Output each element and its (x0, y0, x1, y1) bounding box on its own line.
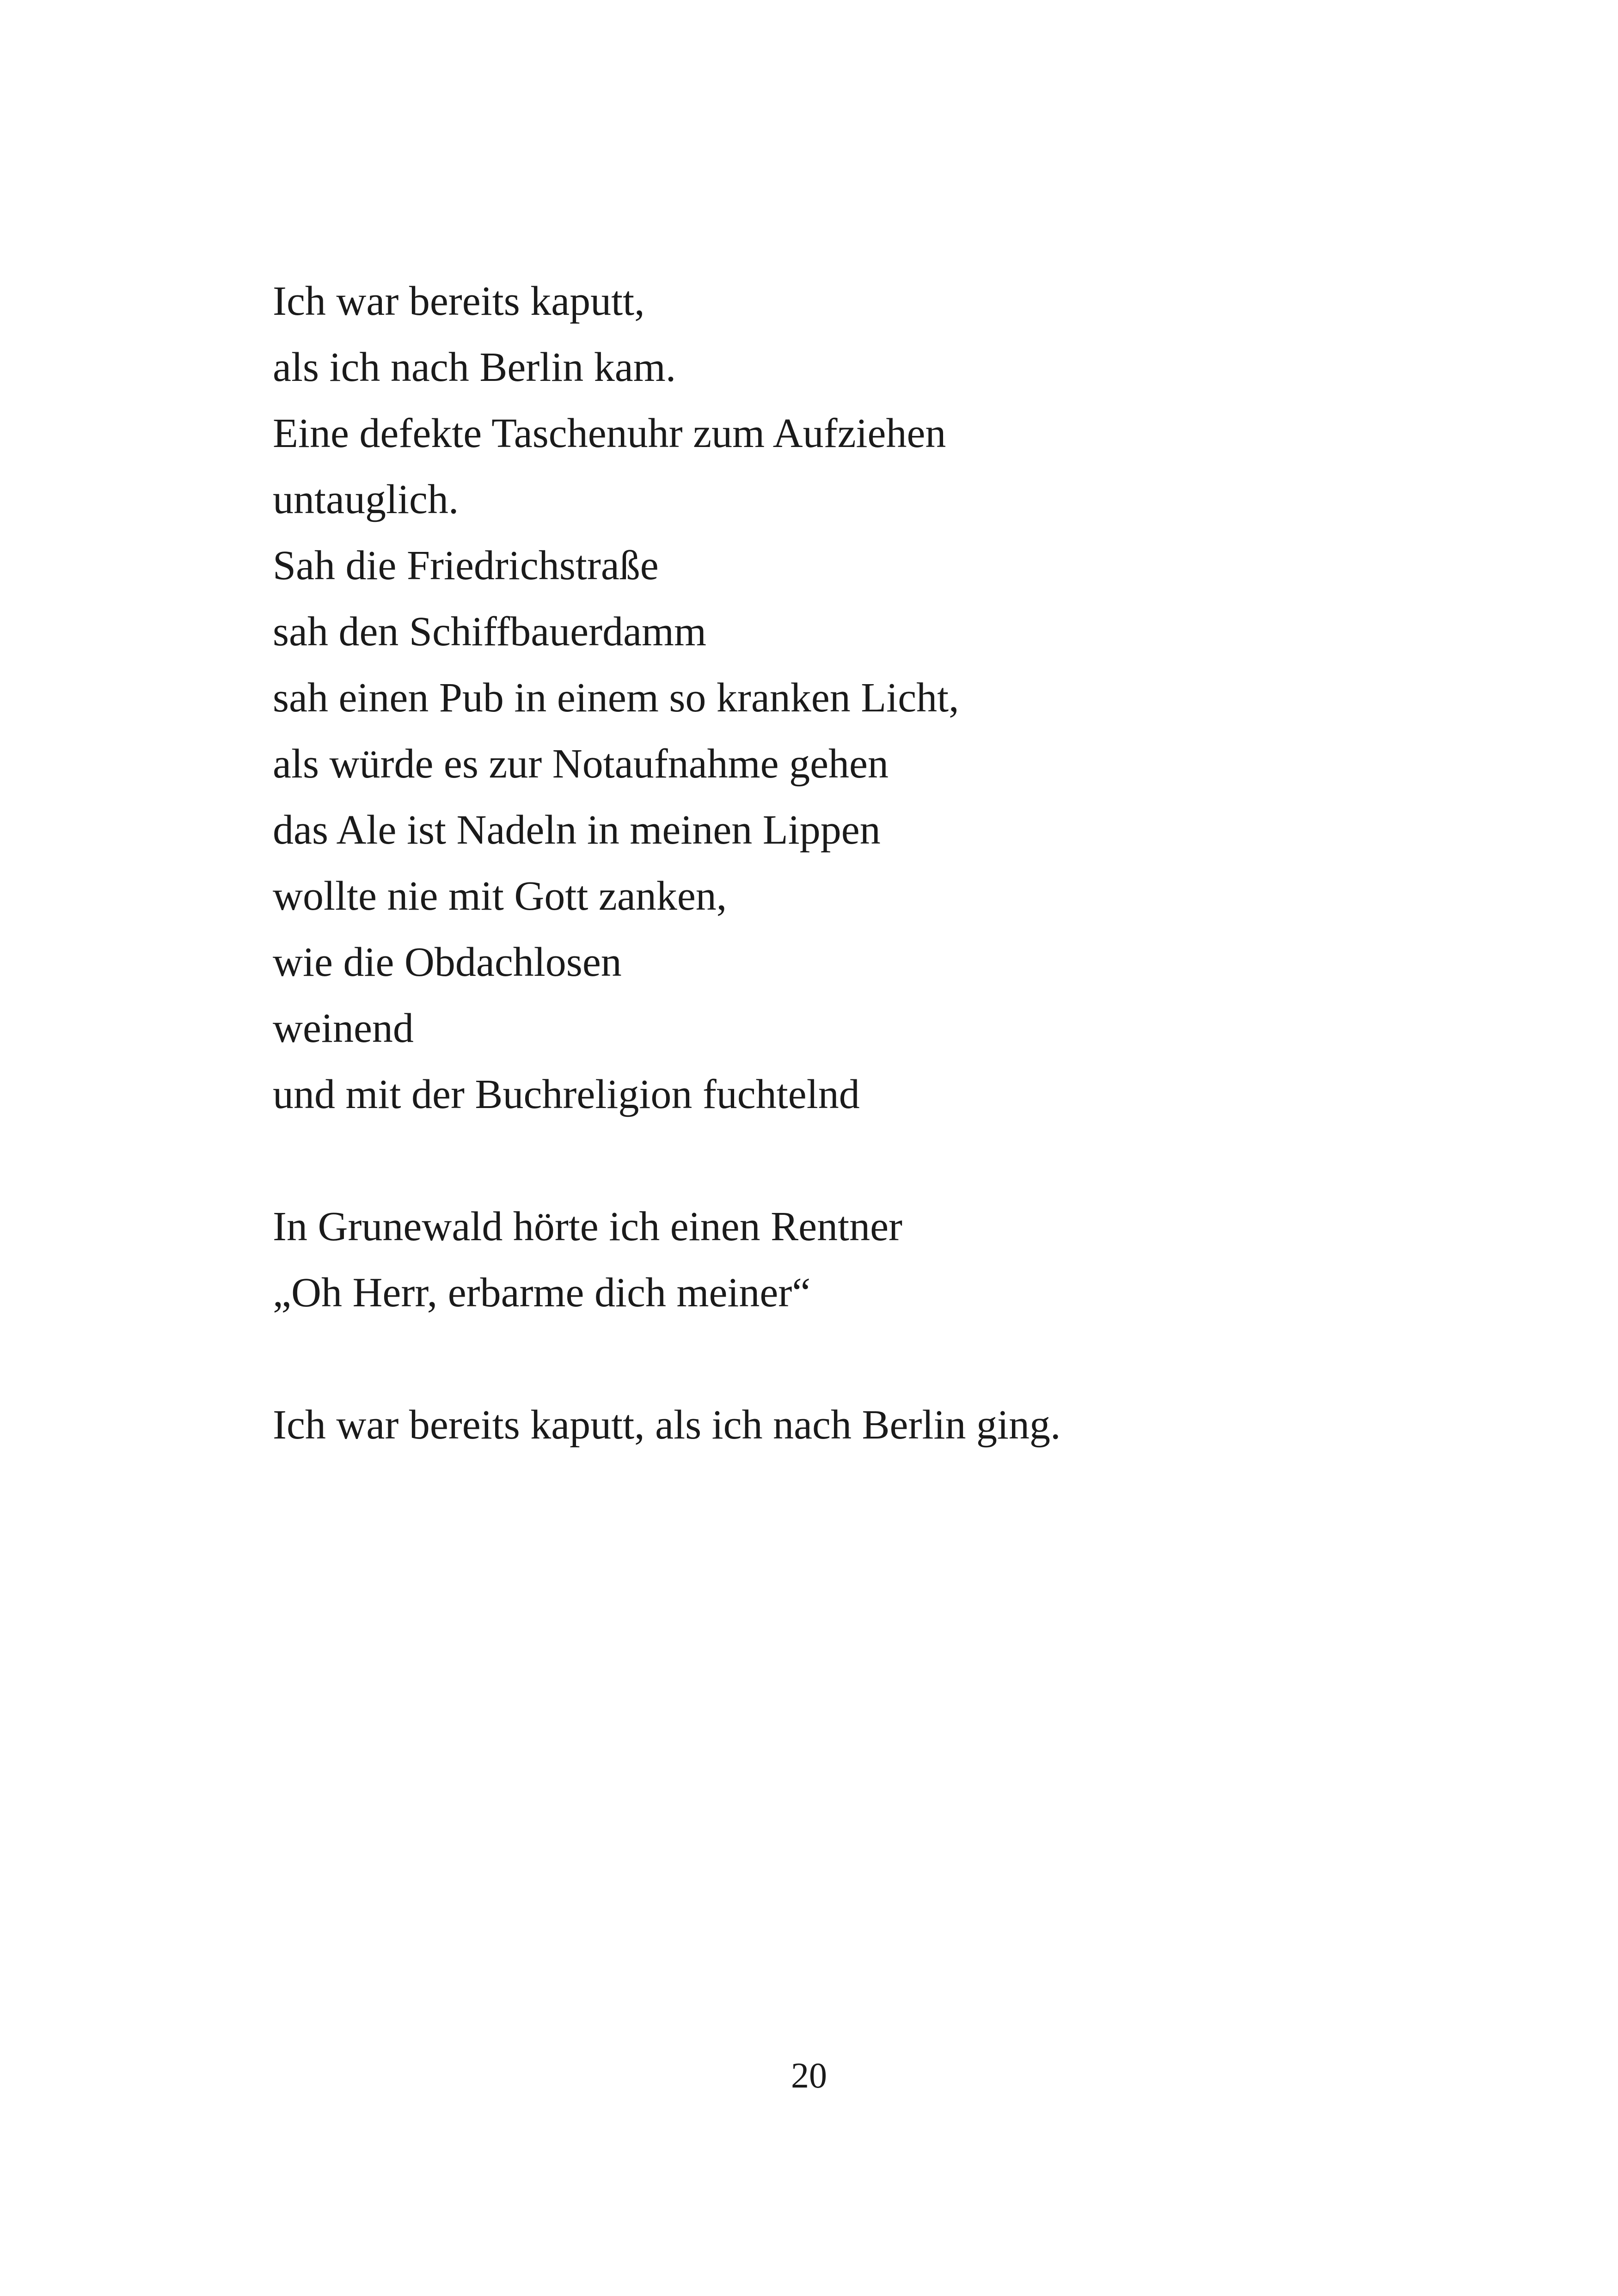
poem-line: wie die Obdachlosen (273, 939, 622, 985)
stanza-3 (273, 1392, 1521, 1458)
poem-line: Sah die Friedrichstraße (273, 543, 659, 588)
stanza-1 (273, 268, 1521, 1127)
poem-line: Eine defekte Taschenuhr zum Aufziehen (273, 410, 946, 456)
poem-line: das Ale ist Nadeln in meinen Lippen (273, 807, 881, 853)
stanza-2 (273, 1194, 1521, 1326)
poem-line: wollte nie mit Gott zanken, (273, 873, 727, 919)
poem-line: Ich war bereits kaputt, als ich nach Berlin ging. (273, 1402, 1061, 1448)
page-number: 20 (791, 2055, 827, 2095)
poem-line: In Grunewald hörte ich einen Rentner (273, 1204, 902, 1249)
poem-line: als würde es zur Notaufnahme gehen (273, 741, 889, 787)
poem-line: sah den Schiffbauerdamm (273, 609, 707, 655)
poem-line: „Oh Herr, erbarme dich meiner“ (273, 1270, 811, 1316)
poem-line: und mit der Buchreligion fuchtelnd (273, 1071, 860, 1117)
poem-line: sah einen Pub in einem so kranken Licht, (273, 675, 959, 721)
poem-line: Ich war bereits kaputt, (273, 278, 645, 324)
poem-line: weinend (273, 1005, 414, 1051)
poem-body (273, 268, 1521, 1458)
poem-line: als ich nach Berlin kam. (273, 344, 676, 390)
poem-line: untauglich. (273, 477, 459, 522)
